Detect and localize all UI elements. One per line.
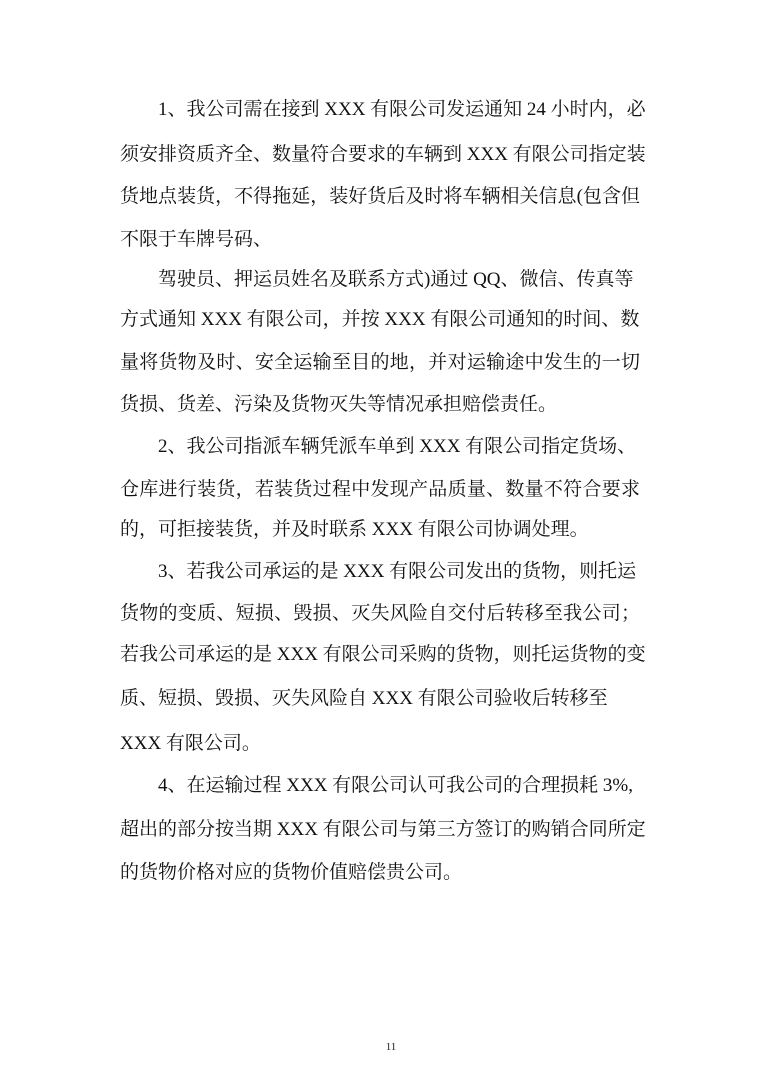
text-line: 若我公司承运的是 XXX 有限公司采购的货物，则托运货物的变 <box>120 644 646 665</box>
text-line: 不限于车牌号码、 <box>120 229 273 250</box>
text-line: 货物的变质、短损、毁损、灭失风险自交付后转移至我公司； <box>120 603 640 624</box>
text-line: 量将货物及时、安全运输至目的地，并对运输途中发生的一切 <box>120 352 640 373</box>
text-line: 驾驶员、押运员姓名及联系方式)通过 QQ、微信、传真等 <box>158 269 634 290</box>
text-line: 仓库进行装货，若装货过程中发现产品质量、数量不符合要求 <box>120 479 640 500</box>
text-line: 须安排资质齐全、数量符合要求的车辆到 XXX 有限公司指定装 <box>120 144 646 165</box>
text-line: 的货物价格对应的货物价值赔偿贵公司。 <box>120 862 463 883</box>
page-number: 11 <box>385 1041 397 1053</box>
text-line: 3、若我公司承运的是 XXX 有限公司发出的货物，则托运 <box>158 561 637 582</box>
text-line: 超出的部分按当期 XXX 有限公司与第三方签订的购销合同所定 <box>120 819 646 840</box>
text-line: 方式通知 XXX 有限公司，并按 XXX 有限公司通知的时间、数 <box>120 309 640 330</box>
text-line: 的，可拒接装货，并及时联系 XXX 有限公司协调处理。 <box>120 519 589 540</box>
text-line: 1、我公司需在接到 XXX 有限公司发运通知 24 小时内，必 <box>158 99 646 120</box>
text-line: 质、短损、毁损、灭失风险自 XXX 有限公司验收后转移至 <box>120 688 608 709</box>
text-line: XXX 有限公司。 <box>120 733 261 754</box>
text-line: 货地点装货，不得拖延，装好货后及时将车辆相关信息(包含但 <box>120 186 640 207</box>
text-line: 货损、货差、污染及货物灭失等情况承担赔偿责任。 <box>120 394 558 415</box>
text-line: 4、在运输过程 XXX 有限公司认可我公司的合理损耗 3%, <box>158 775 633 796</box>
text-line: 2、我公司指派车辆凭派车单到 XXX 有限公司指定货场、 <box>158 436 637 457</box>
